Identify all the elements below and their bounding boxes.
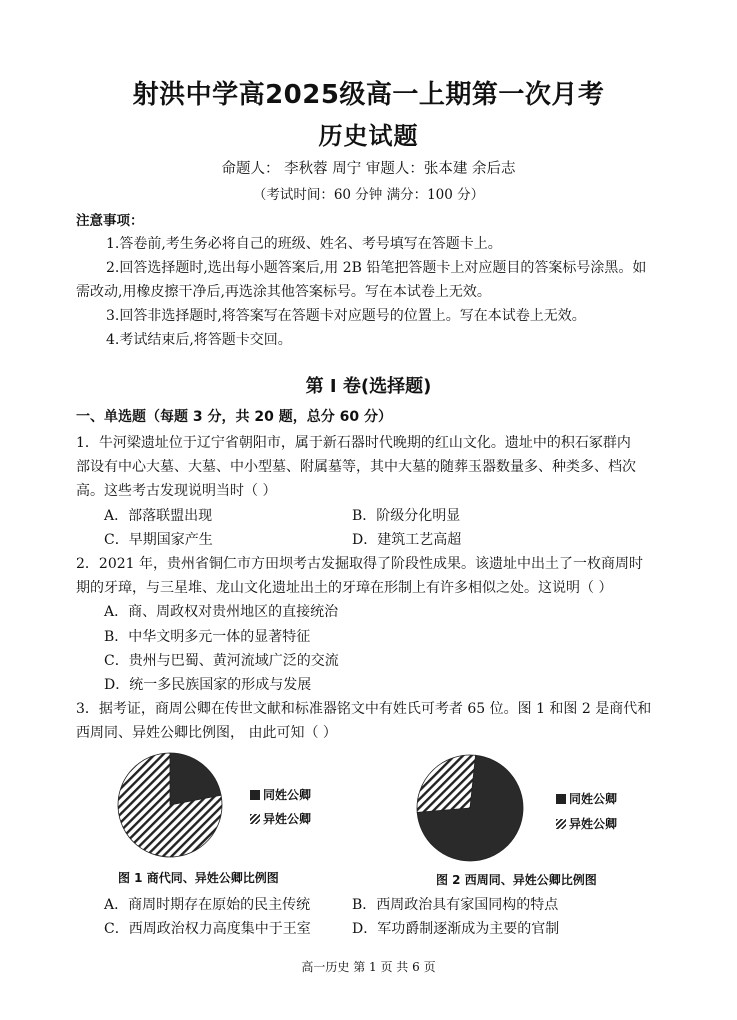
figure-1-pie-chart (115, 750, 225, 860)
figure-1-legend-other: 异姓公卿 (250, 810, 311, 827)
figure-2-legend-same: 同姓公卿 (556, 790, 617, 807)
q1-option-b: B．阶级分化明显 (352, 508, 461, 524)
pie1-slices (118, 753, 222, 857)
notice-item-2-cont: 需改动,用橡皮擦干净后,再选涂其他答案标号。写在本试卷上无效。 (76, 284, 491, 300)
q3-stem-1: 3．据考证，商周公卿在传世文献和标准器铭文中有姓氏可考者 65 位。图 1 和图 2 是商代和 (76, 701, 652, 717)
figure-2-slice-other-surname (417, 755, 476, 812)
legend-swatch-hatch (250, 814, 260, 824)
page-footer: 高一历史 第 1 页 共 6 页 (301, 960, 436, 974)
q2-option-b: B．中华文明多元一体的显著特征 (104, 629, 311, 645)
exam-subtitle: 历史试题 (318, 122, 419, 150)
figure-2-legend-other: 异姓公卿 (556, 815, 617, 832)
q2-stem-1: 2．2021 年，贵州省铜仁市方田坝考古发掘取得了阶段性成果。该遗址中出土了一枚商周时 (76, 556, 643, 572)
q1-stem-2: 部设有中心大墓、大墓、中小型墓、附属墓等，其中大墓的随葬玉器数量多、种类多、档次 (76, 459, 636, 475)
section-title: 第 I 卷(选择题) (305, 376, 432, 397)
q2-option-a: A．商、周政权对贵州地区的直接统治 (104, 604, 339, 620)
notice-item-2: 2.回答选择题时,选出每小题答案后,用 2B 铅笔把答题卡上对应题目的答案标号涂黑。如 (106, 260, 647, 276)
q3-option-a: A．商周时期存在原始的民主传统 (104, 897, 311, 913)
q2-option-d: D．统一多民族国家的形成与发展 (104, 677, 312, 693)
q2-option-c: C．贵州与巴蜀、黄河流域广泛的交流 (104, 653, 339, 669)
part-heading: 一、单选题（每题 3 分，共 20 题，总分 60 分） (76, 409, 392, 425)
q3-option-c: C．西周政治权力高度集中于王室 (104, 921, 311, 937)
legend-swatch-solid (556, 794, 566, 804)
legend-swatch-solid (250, 790, 260, 800)
q1-option-d: D．建筑工艺高超 (352, 532, 462, 548)
q3-option-d: D．军功爵制逐渐成为主要的官制 (352, 921, 560, 937)
notice-item-1: 1.答卷前,考生务必将自己的班级、姓名、考号填写在答题卡上。 (106, 236, 502, 252)
q1-stem-1: 1．牛河梁遗址位于辽宁省朝阳市，属于新石器时代晚期的红山文化。遗址中的积石冢群内 (76, 435, 631, 451)
q1-stem-3: 高。这些考古发现说明当时（ ） (76, 483, 277, 499)
pie2-slices (417, 755, 523, 861)
q3-option-b: B．西周政治具有家国同构的特点 (352, 897, 559, 913)
figure-2-pie-chart (414, 752, 526, 864)
notice-heading: 注意事项： (76, 213, 144, 229)
figure-2-caption: 图 2 西周同、异姓公卿比例图 (436, 873, 597, 887)
notice-item-4: 4.考试结束后,将答题卡交回。 (106, 332, 292, 348)
figure-1-caption: 图 1 商代同、异姓公卿比例图 (118, 871, 279, 885)
notice-item-3: 3.回答非选择题时,将答案写在答题卡对应题号的位置上。写在本试卷上无效。 (106, 308, 586, 324)
q3-stem-2: 西周同、异姓公卿比例图， 由此可知（ ） (76, 725, 337, 741)
legend-swatch-hatch (556, 819, 566, 829)
q1-option-a: A．部落联盟出现 (104, 508, 213, 524)
figure-1-legend-same: 同姓公卿 (250, 786, 311, 803)
exam-title: 射洪中学高2025级高一上期第一次月考 (132, 80, 605, 110)
exam-info: （考试时间：60 分钟 满分：100 分） (252, 187, 485, 203)
q2-stem-2: 期的牙璋，与三星堆、龙山文化遗址出土的牙璋在形制上有许多相似之处。这说明（ ） (76, 580, 613, 596)
authors-line: 命题人： 李秋蓉 周宁 审题人：张本建 余后志 (221, 161, 516, 177)
q1-option-c: C．早期国家产生 (104, 532, 213, 548)
